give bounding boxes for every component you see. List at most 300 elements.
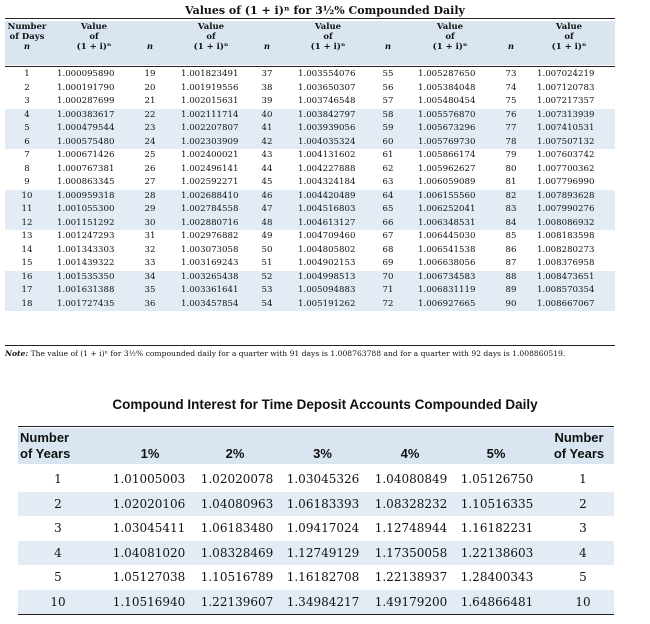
day-number-cell: 27 (144, 177, 156, 187)
factor-cell: 1.22138603 (460, 545, 534, 560)
day-number-cell: 5 (24, 123, 30, 133)
day-number-cell: 62 (382, 163, 394, 174)
years-cell: 2 (54, 496, 62, 511)
factor-cell: 1.49179200 (374, 594, 448, 609)
day-number-cell: 63 (382, 177, 394, 187)
value-cell: 1.003842797 (298, 109, 356, 120)
value-cell: 1.002111714 (181, 109, 239, 120)
value-cell: 1.007796990 (537, 177, 595, 187)
header-value-line-3: (1 + i)ⁿ (193, 42, 229, 52)
value-cell: 1.005769730 (418, 136, 476, 147)
factor-cell: 1.04081020 (112, 545, 186, 560)
value-cell: 1.003554076 (298, 69, 356, 79)
bottom-table-row (18, 516, 614, 541)
day-number-cell: 21 (144, 96, 156, 106)
day-number-cell: 6 (24, 136, 30, 147)
day-number-cell: 40 (261, 109, 273, 120)
header-value-col-5 (523, 22, 615, 52)
value-cell: 1.005480454 (418, 96, 476, 106)
bottom-table-rule-top (18, 426, 614, 427)
value-cell: 1.005962627 (418, 163, 476, 174)
value-cell: 1.005384048 (418, 82, 476, 93)
factor-cell: 1.16182708 (286, 570, 360, 584)
day-number-cell: 39 (261, 96, 273, 106)
factor-cell: 1.17350058 (374, 545, 448, 560)
header-value-line-3: (1 + i)ⁿ (432, 42, 468, 52)
factor-cell: 1.03045411 (112, 521, 186, 535)
factor-cell: 1.10516335 (460, 496, 534, 511)
value-cell: 1.002207807 (181, 123, 239, 133)
value-cell: 1.004516803 (298, 204, 356, 214)
value-cell: 1.001919556 (181, 82, 239, 93)
header-n-text: n (263, 42, 271, 52)
header-value-line-1: Value (197, 22, 225, 32)
header-value-line-2: of (564, 32, 574, 42)
factor-cell: 1.22139607 (200, 594, 274, 609)
value-cell: 1.005191262 (298, 298, 356, 309)
top-table-note (5, 349, 645, 358)
value-cell: 1.000287699 (57, 96, 115, 106)
factor-cell: 1.06183480 (200, 521, 274, 535)
day-number-cell: 25 (144, 150, 156, 160)
top-table-body (5, 68, 615, 311)
factor-cell: 1.02020106 (112, 496, 186, 511)
value-cell: 1.002592271 (181, 177, 239, 187)
value-cell: 1.003073058 (181, 244, 239, 255)
day-number-cell: 24 (144, 136, 156, 147)
top-table-row (5, 298, 615, 312)
day-number-cell: 56 (382, 82, 394, 93)
value-cell: 1.005287650 (418, 69, 476, 79)
header-days-line-1: Number (7, 22, 47, 32)
value-cell: 1.003746548 (298, 96, 356, 106)
day-number-cell: 60 (382, 136, 394, 147)
day-number-cell: 74 (505, 82, 517, 93)
value-cell: 1.007603742 (537, 150, 595, 160)
day-number-cell: 59 (382, 123, 394, 133)
day-number-cell: 87 (505, 258, 517, 268)
value-cell: 1.007700362 (537, 163, 595, 174)
day-number-cell: 1 (24, 69, 30, 79)
day-number-cell: 84 (505, 217, 517, 228)
day-number-cell: 46 (261, 190, 273, 201)
factor-cell: 1.03045326 (286, 472, 360, 486)
header-value-col-2 (161, 22, 261, 52)
years-cell: 1 (54, 472, 62, 486)
day-number-cell: 11 (21, 204, 33, 214)
top-table-row (5, 257, 615, 271)
value-cell: 1.003169243 (181, 258, 239, 268)
value-cell: 1.006734583 (418, 271, 476, 282)
day-number-cell: 18 (21, 298, 33, 309)
top-table-row (5, 149, 615, 163)
day-number-cell: 2 (24, 82, 30, 93)
day-number-cell: 20 (144, 82, 156, 93)
day-number-cell: 4 (24, 109, 30, 120)
value-cell: 1.000479544 (57, 123, 115, 133)
factor-cell: 1.10516940 (112, 594, 186, 609)
value-cell: 1.003457854 (181, 298, 239, 309)
header-value-line-2: of (445, 32, 455, 42)
day-number-cell: 66 (382, 217, 394, 228)
day-number-cell: 80 (505, 163, 517, 174)
day-number-cell: 78 (505, 136, 517, 147)
factor-cell: 1.64866481 (460, 594, 534, 609)
header-rate-3: 3% (313, 446, 332, 461)
value-cell: 1.007893628 (537, 190, 595, 201)
top-table-row (5, 82, 615, 96)
header-value-line-3: (1 + i)ⁿ (76, 42, 112, 52)
day-number-cell: 31 (144, 231, 156, 241)
day-number-cell: 75 (505, 96, 517, 106)
header-n-col-3 (256, 22, 278, 52)
value-cell: 1.001343303 (57, 244, 115, 255)
header-value-line-1: Value (80, 22, 108, 32)
top-table-row (5, 284, 615, 298)
day-number-cell: 22 (144, 109, 156, 120)
value-cell: 1.002015631 (181, 96, 239, 106)
value-cell: 1.002784558 (181, 204, 239, 214)
day-number-cell: 7 (24, 150, 30, 160)
header-rate-1: 1% (140, 446, 160, 461)
top-table-row (5, 176, 615, 190)
value-cell: 1.005094883 (298, 285, 356, 295)
header-years-left-line-1: Number (20, 430, 70, 445)
bottom-table-rule-bottom (18, 614, 614, 615)
day-number-cell: 71 (382, 285, 394, 295)
header-number-of-days (5, 22, 49, 52)
value-cell: 1.008570354 (537, 285, 595, 295)
value-cell: 1.005866174 (418, 150, 476, 160)
top-table-row (5, 271, 615, 285)
day-number-cell: 47 (261, 204, 273, 214)
factor-cell: 1.05127038 (112, 570, 186, 584)
top-table-row (5, 203, 615, 217)
value-cell: 1.003650307 (298, 82, 356, 93)
day-number-cell: 77 (505, 123, 517, 133)
value-cell: 1.006831119 (418, 285, 476, 295)
header-value-line-1: Value (314, 22, 342, 32)
factor-cell: 1.02020078 (200, 472, 274, 486)
day-number-cell: 48 (261, 217, 273, 228)
value-cell: 1.006445030 (418, 231, 476, 241)
value-cell: 1.005576870 (418, 109, 476, 120)
value-cell: 1.000575480 (57, 136, 115, 147)
value-cell: 1.004131602 (298, 150, 356, 160)
day-number-cell: 32 (144, 244, 156, 255)
value-cell: 1.002688410 (181, 190, 239, 201)
day-number-cell: 89 (505, 285, 517, 295)
top-table-row (5, 244, 615, 258)
value-cell: 1.007313939 (537, 109, 595, 120)
factor-cell: 1.01005003 (112, 472, 186, 486)
day-number-cell: 88 (505, 271, 517, 282)
factor-cell: 1.08328232 (374, 496, 448, 511)
day-number-cell: 3 (24, 96, 30, 106)
day-number-cell: 26 (144, 163, 156, 174)
day-number-cell: 37 (261, 69, 273, 79)
bottom-table-row (18, 467, 614, 492)
value-cell: 1.004420489 (298, 190, 356, 201)
header-value-line-1: Value (555, 22, 583, 32)
header-value-line-3: (1 + i)ⁿ (310, 42, 346, 52)
header-value-line-2: of (206, 32, 216, 42)
header-days-line-3: n (23, 42, 31, 52)
day-number-cell: 52 (261, 271, 273, 282)
header-n-text: n (384, 42, 392, 52)
day-number-cell: 14 (21, 244, 33, 255)
years-cell: 4 (579, 545, 587, 560)
header-number-of-years-right (545, 430, 613, 462)
value-cell: 1.000191790 (57, 82, 115, 93)
value-cell: 1.002303909 (181, 136, 239, 147)
top-table-row (5, 217, 615, 231)
years-cell: 5 (54, 570, 62, 584)
day-number-cell: 23 (144, 123, 156, 133)
day-number-cell: 16 (21, 271, 33, 282)
header-n-col-2 (139, 22, 161, 52)
value-cell: 1.007990276 (537, 204, 595, 214)
day-number-cell: 85 (505, 231, 517, 241)
header-value-line-3: (1 + i)ⁿ (551, 42, 587, 52)
years-cell: 3 (54, 521, 62, 535)
day-number-cell: 44 (261, 163, 273, 174)
value-cell: 1.008183598 (537, 231, 595, 241)
value-cell: 1.000383617 (57, 109, 115, 120)
value-cell: 1.002880716 (181, 217, 239, 228)
value-cell: 1.001439322 (57, 258, 115, 268)
value-cell: 1.001151292 (57, 217, 115, 228)
day-number-cell: 64 (382, 190, 394, 201)
value-cell: 1.001823491 (181, 69, 239, 79)
value-cell: 1.001247293 (57, 231, 115, 241)
factor-cell: 1.05126750 (460, 472, 534, 486)
header-value-line-2: of (89, 32, 99, 42)
header-value-line-1: Value (436, 22, 464, 32)
factor-cell: 1.09417024 (286, 521, 360, 535)
day-number-cell: 17 (21, 285, 33, 295)
value-cell: 1.002496141 (181, 163, 239, 174)
note-text: The value of (1 + i)ⁿ for 3½% compounded daily for a quarter with 91 days is 1.008763788 and for a quarter with 92 days is 1.008860519. (28, 349, 566, 358)
day-number-cell: 12 (21, 217, 33, 228)
header-n-text: n (507, 42, 515, 52)
header-years-right-line-1: Number (554, 430, 604, 445)
day-number-cell: 68 (382, 244, 394, 255)
value-cell: 1.000863345 (57, 177, 115, 187)
factor-cell: 1.12749129 (286, 545, 360, 560)
bottom-table-title: Compound Interest for Time Deposit Accounts Compounded Daily (112, 397, 538, 412)
day-number-cell: 49 (261, 231, 273, 241)
value-cell: 1.003361641 (181, 285, 239, 295)
header-rate-5: 5% (486, 446, 506, 461)
value-cell: 1.006059089 (418, 177, 476, 187)
header-years-left-line-2: of Years (20, 446, 71, 461)
day-number-cell: 43 (261, 150, 273, 160)
header-n-col-5 (500, 22, 522, 52)
value-cell: 1.005673296 (418, 123, 476, 133)
day-number-cell: 8 (24, 163, 30, 174)
years-cell: 10 (575, 594, 591, 609)
value-cell: 1.000095890 (57, 69, 115, 79)
day-number-cell: 51 (261, 258, 273, 268)
value-cell: 1.001535350 (57, 271, 115, 282)
value-cell: 1.008376958 (537, 258, 595, 268)
value-cell: 1.004805802 (298, 244, 356, 255)
years-cell: 3 (579, 521, 587, 535)
top-table-rule-bottom (5, 345, 615, 346)
years-cell: 5 (579, 570, 587, 584)
value-cell: 1.007507132 (537, 136, 595, 147)
bottom-table-body (18, 467, 614, 614)
bottom-table-row (18, 492, 614, 517)
top-table-row (5, 122, 615, 136)
day-number-cell: 45 (261, 177, 273, 187)
day-number-cell: 35 (144, 285, 156, 295)
day-number-cell: 86 (505, 244, 517, 255)
day-number-cell: 36 (144, 298, 156, 309)
day-number-cell: 41 (261, 123, 273, 133)
years-cell: 4 (54, 545, 62, 560)
day-number-cell: 30 (144, 217, 156, 228)
day-number-cell: 61 (382, 150, 394, 160)
day-number-cell: 28 (144, 190, 156, 201)
day-number-cell: 50 (261, 244, 273, 255)
day-number-cell: 10 (21, 190, 33, 201)
years-cell: 10 (50, 594, 66, 609)
day-number-cell: 57 (382, 96, 394, 106)
value-cell: 1.006348531 (418, 217, 476, 228)
factor-cell: 1.34984217 (286, 594, 360, 609)
value-cell: 1.001727435 (57, 298, 115, 309)
value-cell: 1.007024219 (537, 69, 595, 79)
factor-cell: 1.16182231 (460, 521, 534, 535)
value-cell: 1.004902153 (298, 258, 356, 268)
value-cell: 1.004035324 (298, 136, 356, 147)
day-number-cell: 54 (261, 298, 273, 309)
value-cell: 1.008280273 (537, 244, 595, 255)
day-number-cell: 72 (382, 298, 394, 309)
day-number-cell: 13 (21, 231, 33, 241)
value-cell: 1.004613127 (298, 217, 356, 228)
day-number-cell: 34 (144, 271, 156, 282)
value-cell: 1.003265438 (181, 271, 239, 282)
top-table-row (5, 190, 615, 204)
day-number-cell: 82 (505, 190, 517, 201)
years-cell: 2 (579, 496, 587, 511)
day-number-cell: 70 (382, 271, 394, 282)
value-cell: 1.006155560 (418, 190, 476, 201)
day-number-cell: 19 (144, 69, 156, 79)
value-cell: 1.004709460 (298, 231, 356, 241)
header-years-right-line-2: of Years (553, 446, 605, 461)
day-number-cell: 15 (21, 258, 33, 268)
bottom-table-row (18, 541, 614, 566)
value-cell: 1.000767381 (57, 163, 115, 174)
value-cell: 1.006927665 (418, 298, 476, 309)
value-cell: 1.001631388 (57, 285, 115, 295)
note-label: Note: (5, 349, 29, 358)
day-number-cell: 38 (261, 82, 273, 93)
bottom-table-row (18, 590, 614, 615)
top-table-title: Values of (1 + i)ⁿ for 3½% Compounded Daily (185, 4, 465, 17)
value-cell: 1.006638056 (418, 258, 476, 268)
day-number-cell: 69 (382, 258, 394, 268)
value-cell: 1.003939056 (298, 123, 356, 133)
value-cell: 1.004998513 (298, 271, 356, 282)
value-cell: 1.000671426 (57, 150, 115, 160)
value-cell: 1.002400021 (181, 150, 239, 160)
years-cell: 1 (579, 472, 587, 486)
day-number-cell: 53 (261, 285, 273, 295)
top-table-rule-top (5, 18, 615, 19)
header-n-col-4 (377, 22, 399, 52)
day-number-cell: 76 (505, 109, 517, 120)
factor-cell: 1.04080849 (374, 472, 448, 486)
header-rate-2: 2% (225, 446, 245, 461)
day-number-cell: 58 (382, 109, 394, 120)
factor-cell: 1.12748944 (374, 521, 448, 535)
value-cell: 1.000959318 (57, 190, 115, 201)
top-table-row (5, 230, 615, 244)
day-number-cell: 90 (505, 298, 517, 309)
day-number-cell: 33 (144, 258, 156, 268)
factor-cell: 1.04080963 (200, 496, 274, 511)
top-table-rule-header (5, 66, 615, 67)
header-number-of-years-left (20, 430, 90, 462)
header-n-text: n (146, 42, 154, 52)
value-cell: 1.004324184 (298, 177, 356, 187)
top-table-row (5, 109, 615, 123)
header-days-line-2: of Days (9, 32, 45, 42)
value-cell: 1.008473651 (537, 271, 595, 282)
day-number-cell: 81 (505, 177, 517, 187)
value-cell: 1.008667067 (537, 298, 595, 309)
factor-cell: 1.08328469 (200, 545, 274, 560)
day-number-cell: 9 (24, 177, 30, 187)
header-value-col-4 (400, 22, 500, 52)
top-table-row (5, 68, 615, 82)
header-value-col-3 (278, 22, 378, 52)
day-number-cell: 55 (382, 69, 394, 79)
day-number-cell: 79 (505, 150, 517, 160)
value-cell: 1.001055300 (57, 204, 115, 214)
top-table-row (5, 95, 615, 109)
factor-cell: 1.22138937 (374, 570, 448, 584)
header-rate-4: 4% (400, 446, 420, 461)
value-cell: 1.007120783 (537, 82, 595, 93)
factor-cell: 1.28400343 (460, 570, 534, 584)
value-cell: 1.002976882 (181, 231, 239, 241)
day-number-cell: 67 (382, 231, 394, 241)
day-number-cell: 29 (144, 204, 156, 214)
header-value-col-1 (49, 22, 139, 52)
top-table-header (5, 22, 615, 64)
value-cell: 1.006252041 (418, 204, 476, 214)
value-cell: 1.007410531 (537, 123, 595, 133)
day-number-cell: 65 (382, 204, 394, 214)
top-table-row (5, 136, 615, 150)
top-table-row (5, 163, 615, 177)
day-number-cell: 42 (261, 136, 273, 147)
value-cell: 1.007217357 (537, 96, 595, 106)
factor-cell: 1.10516789 (200, 570, 274, 584)
day-number-cell: 83 (505, 204, 517, 214)
value-cell: 1.006541538 (418, 244, 476, 255)
factor-cell: 1.06183393 (286, 496, 360, 511)
value-cell: 1.004227888 (298, 163, 356, 174)
day-number-cell: 73 (505, 69, 517, 79)
header-value-line-2: of (323, 32, 333, 42)
